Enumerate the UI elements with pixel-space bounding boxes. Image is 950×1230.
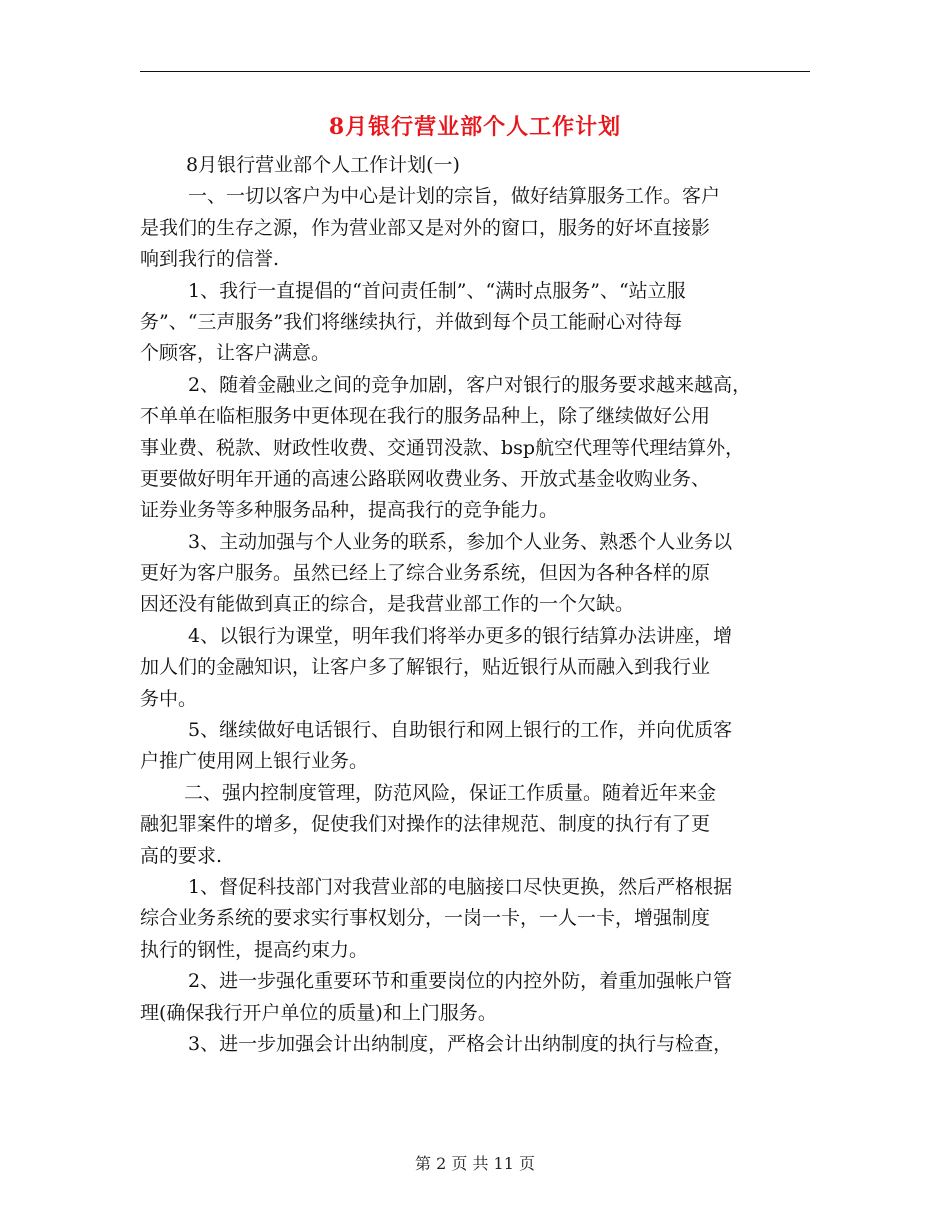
paragraph-line: 2、进一步强化重要环节和重要岗位的内控外防，着重加强帐户管 (188, 970, 733, 993)
paragraph-line: 证券业务等多种服务品种，提高我行的竞争能力。 (140, 499, 559, 522)
paragraph-line: 因还没有能做到真正的综合，是我营业部工作的一个欠缺。 (140, 593, 635, 616)
paragraph-line: 是我们的生存之源，作为营业部又是对外的窗口，服务的好坏直接影 (140, 216, 711, 239)
paragraph-line: 加人们的金融知识，让客户多了解银行，贴近银行从而融入到我行业 (140, 656, 711, 679)
paragraph-line: 执行的钢性，提高约束力。 (140, 938, 369, 961)
paragraph-line: 综合业务系统的要求实行事权划分，一岗一卡，一人一卡，增强制度 (140, 907, 711, 930)
section-heading: 8月银行营业部个人工作计划(一) (186, 154, 460, 176)
paragraph-line: 个顾客，让客户满意。 (140, 342, 331, 365)
paragraph-line: 1、督促科技部门对我营业部的电脑接口尽快更换，然后严格根据 (188, 875, 733, 898)
paragraph-line: 3、进一步加强会计出纳制度，严格会计出纳制度的执行与检查， (188, 1032, 733, 1055)
document-title: 8月银行营业部个人工作计划 (328, 114, 622, 140)
paragraph-line: 3、主动加强与个人业务的联系，参加个人业务、熟悉个人业务以 (188, 530, 733, 553)
paragraph-line: 二、强内控制度管理，防范风险，保证工作质量。随着近年来金 (184, 781, 717, 804)
header-rule (140, 71, 810, 72)
page-number-footer: 第 2 页 共 11 页 (415, 1154, 535, 1173)
paragraph-line: 一、一切以客户为中心是计划的宗旨，做好结算服务工作。客户 (188, 185, 721, 208)
paragraph-line: 4、以银行为课堂，明年我们将举办更多的银行结算办法讲座，增 (188, 624, 733, 647)
paragraph-line: 更要做好明年开通的高速公路联网收费业务、开放式基金收购业务、 (140, 467, 711, 490)
paragraph-line: 2、随着金融业之间的竞争加剧，客户对银行的服务要求越来越高， (188, 373, 752, 396)
paragraph-line: 理(确保我行开户单位的质量)和上门服务。 (140, 1001, 497, 1024)
paragraph-line: 务中。 (140, 687, 198, 710)
document-body (140, 150, 810, 1060)
paragraph-line: 户推广使用网上银行业务。 (140, 750, 369, 773)
paragraph-line: 响到我行的信誉. (140, 248, 280, 271)
paragraph-line: 高的要求. (140, 844, 223, 867)
paragraph-line: 事业费、税款、财政性收费、交通罚没款、bsp航空代理等代理结算外， (140, 436, 745, 459)
paragraph-line: 5、继续做好电话银行、自助银行和网上银行的工作，并向优质客 (188, 719, 733, 742)
paragraph-line: 融犯罪案件的增多，促使我们对操作的法律规范、制度的执行有了更 (140, 813, 711, 836)
paragraph-line: 更好为客户服务。虽然已经上了综合业务系统，但因为各种各样的原 (140, 562, 711, 585)
paragraph-line: 1、我行一直提倡的“首问责任制”、“满时点服务”、“站立服 (188, 279, 686, 302)
paragraph-line: 务”、“三声服务”我们将继续执行，并做到每个员工能耐心对待每 (140, 310, 683, 333)
paragraph-line: 不单单在临柜服务中更体现在我行的服务品种上，除了继续做好公用 (140, 405, 711, 428)
